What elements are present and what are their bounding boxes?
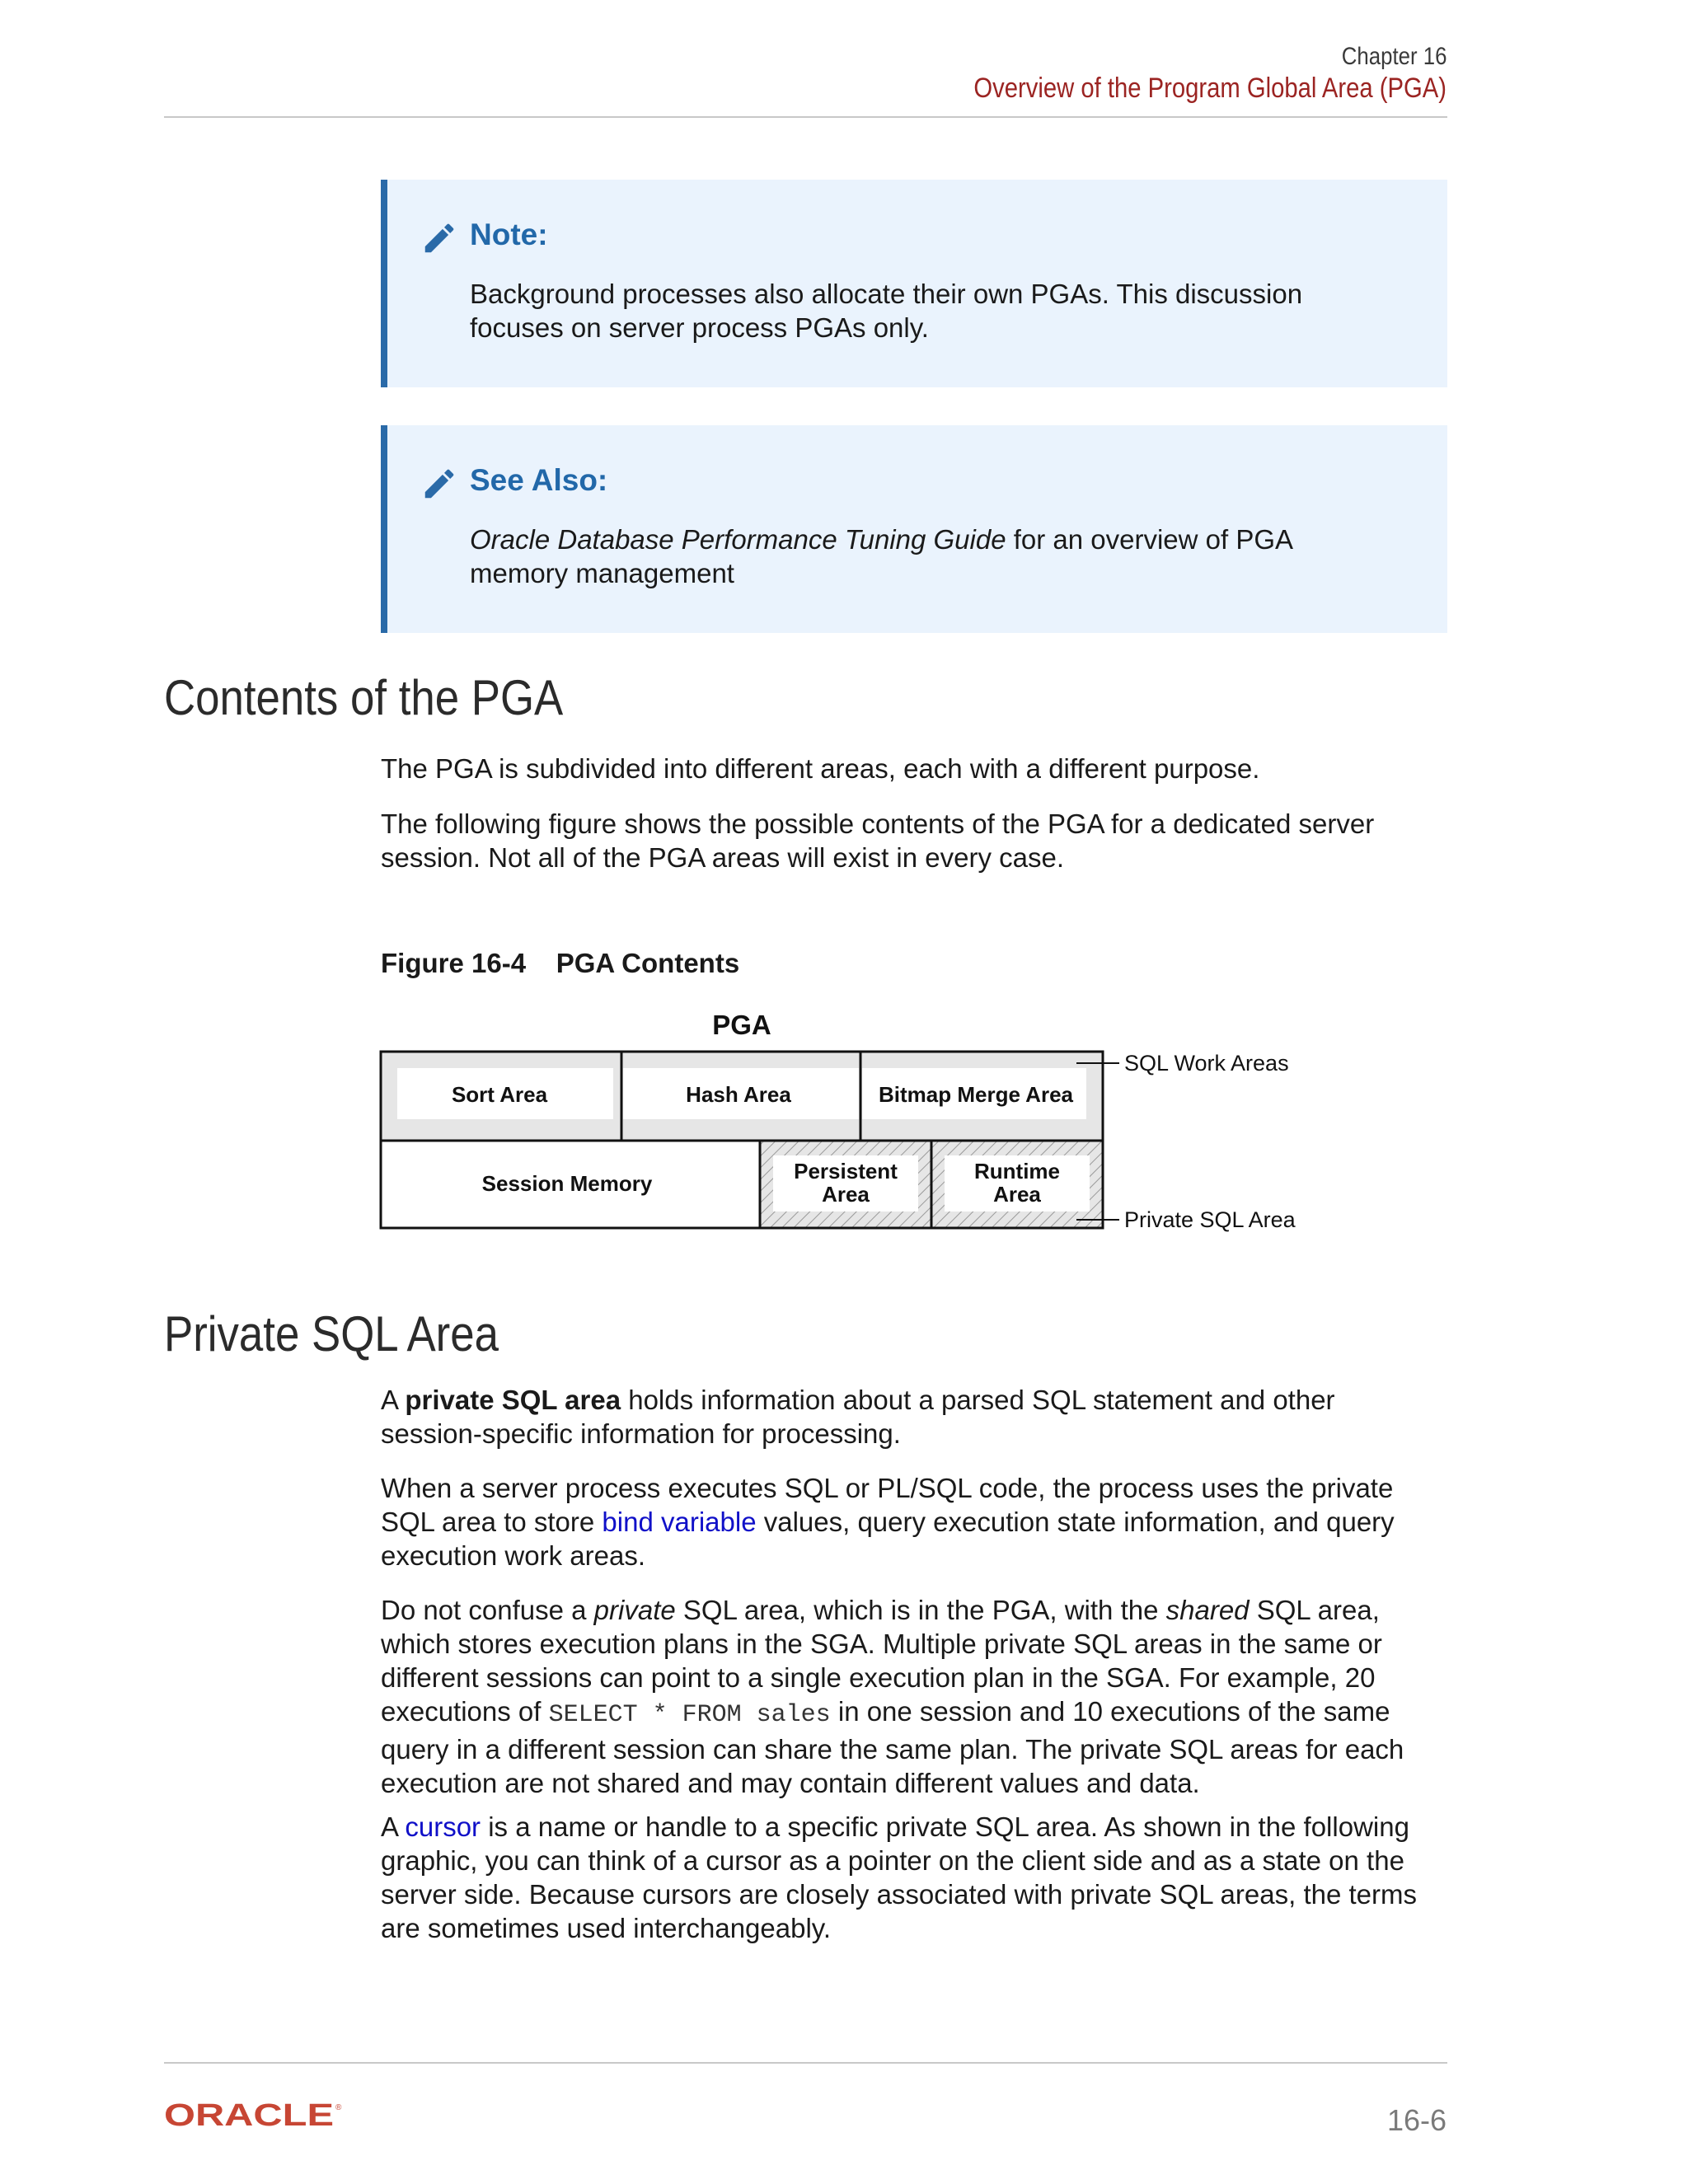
see-also-line: memory management — [470, 558, 734, 588]
private-sql-para-2 — [381, 1471, 1452, 1572]
see-also-body — [470, 523, 1360, 590]
private-sql-para-4 — [381, 1810, 1452, 1945]
text-span: A — [381, 1385, 406, 1415]
private-sql-area-callout: Private SQL Area — [1124, 1207, 1296, 1232]
sort-area-label: Sort Area — [451, 1082, 548, 1107]
contents-heading: Contents of the PGA — [164, 670, 564, 725]
para-line: graphic, you can think of a cursor as a pointer on the client side and as a state on the — [381, 1845, 1404, 1876]
page-number: 16-6 — [1386, 2103, 1447, 2137]
footer-divider — [164, 2062, 1447, 2064]
hash-area-label: Hash Area — [686, 1082, 791, 1107]
para-line: which stores execution plans in the SGA. Multiple private SQL areas in the same or — [381, 1629, 1382, 1659]
pencil-icon — [420, 219, 458, 257]
runtime-area-label-1: Runtime — [974, 1159, 1060, 1183]
chapter-label: Chapter 16 — [1341, 43, 1447, 70]
contents-para-2 — [381, 807, 1452, 874]
para-line: When a server process executes SQL or PL/SQL code, the process uses the private — [381, 1473, 1394, 1503]
svg-text:®: ® — [335, 2103, 342, 2112]
text-span: holds information about a parsed SQL statement and other — [621, 1385, 1335, 1415]
text-span: SQL area, which is in the PGA, with the — [675, 1595, 1166, 1625]
sql-work-areas-callout: SQL Work Areas — [1124, 1051, 1289, 1076]
pencil-icon — [420, 465, 458, 503]
bind-variable-link[interactable]: bind variable — [602, 1507, 757, 1537]
pga-diagram — [363, 1005, 1352, 1253]
see-also-title: See Also: — [470, 463, 608, 497]
persistent-area-label-1: Persistent — [794, 1159, 898, 1183]
book-title-link[interactable]: Oracle Database Performance Tuning Guide — [470, 524, 1006, 555]
para-line: server side. Because cursors are closely associated with private SQL areas, the terms — [381, 1879, 1417, 1910]
contents-para-1: The PGA is subdivided into different areas, each with a different purpose. — [381, 753, 1260, 784]
text-span: is a name or handle to a specific private SQL area. As shown in the following — [481, 1811, 1409, 1842]
private-sql-para-1 — [381, 1383, 1452, 1451]
note-title: Note: — [470, 218, 548, 251]
para-line — [381, 1593, 1452, 1627]
para-line: execution work areas. — [381, 1540, 645, 1571]
see-also-line — [470, 523, 1360, 556]
text-span: Do not confuse a — [381, 1595, 594, 1625]
note-body — [470, 277, 1360, 344]
para-line: The following figure shows the possible contents of the PGA for a dedicated server — [381, 808, 1375, 839]
para-line: session-specific information for processing. — [381, 1418, 901, 1449]
persistent-area-label-2: Area — [822, 1182, 870, 1207]
header-divider — [164, 116, 1447, 118]
pga-label: PGA — [712, 1010, 771, 1040]
see-also-callout — [381, 425, 1447, 633]
text-span: values, query execution state information, and query — [756, 1507, 1395, 1537]
para-line — [381, 1810, 1452, 1844]
oracle-logo — [164, 2098, 345, 2131]
runtime-area-label-2: Area — [993, 1182, 1041, 1207]
bitmap-merge-area-label: Bitmap Merge Area — [879, 1082, 1073, 1107]
text-span: in one session and 10 executions of the same — [830, 1696, 1390, 1727]
emphasis-shared: shared — [1165, 1595, 1250, 1625]
para-line: different sessions can point to a single execution plan in the SGA. For example, 20 — [381, 1662, 1376, 1693]
session-memory-label: Session Memory — [481, 1171, 653, 1196]
text-span: SQL area to store — [381, 1507, 603, 1537]
para-line: query in a different session can share the same plan. The private SQL areas for each — [381, 1734, 1404, 1765]
para-line: execution are not shared and may contain different values and data. — [381, 1768, 1200, 1798]
cursor-link[interactable]: cursor — [405, 1811, 481, 1842]
para-line: are sometimes used interchangeably. — [381, 1913, 832, 1943]
text-span: executions of — [381, 1696, 549, 1727]
note-callout — [381, 180, 1447, 387]
private-sql-heading: Private SQL Area — [164, 1306, 499, 1361]
see-also-text: for an overview of PGA — [1006, 524, 1294, 555]
figure-caption: Figure 16-4 PGA Contents — [381, 948, 740, 978]
text-span: SQL area, — [1249, 1595, 1380, 1625]
para-line — [381, 1505, 1452, 1539]
note-line: focuses on server process PGAs only. — [470, 312, 929, 343]
para-line — [381, 1383, 1452, 1417]
emphasis-private: private — [593, 1595, 676, 1625]
private-sql-para-3 — [381, 1593, 1452, 1800]
para-line: session. Not all of the PGA areas will exist in every case. — [381, 842, 1065, 873]
para-line — [381, 1694, 1452, 1732]
code-select-from-sales: SELECT * FROM sales — [548, 1701, 831, 1729]
oracle-logo-text: ORACLE — [164, 2098, 334, 2131]
text-span: A — [381, 1811, 406, 1842]
term-private-sql-area: private SQL area — [405, 1385, 621, 1415]
section-title: Overview of the Program Global Area (PGA) — [973, 73, 1447, 104]
note-line: Background processes also allocate their own PGAs. This discussion — [470, 279, 1303, 309]
